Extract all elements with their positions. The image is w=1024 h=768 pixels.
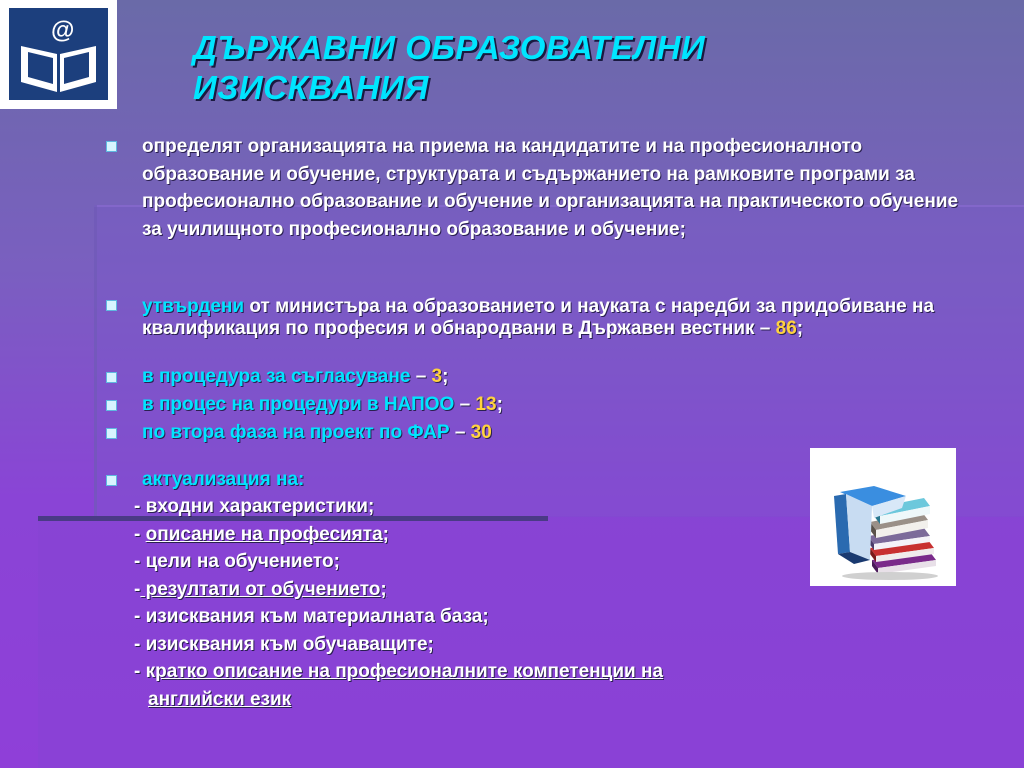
- books-stack-icon: [810, 448, 956, 586]
- bullet-text-3: в процедура за съгласуване – 3;: [142, 366, 449, 387]
- bullet-icon: [106, 141, 118, 153]
- bullet-icon: [106, 428, 118, 440]
- list-item-training-results: - резултати от обучението;: [134, 579, 387, 600]
- list-item-competences: - кратко описание на професионалните компетенции на: [134, 661, 664, 682]
- books-image: [810, 448, 956, 586]
- title-line-2: ИЗИСКВАНИЯ: [193, 69, 429, 106]
- background-line: [94, 205, 97, 516]
- title-line-1: ДЪРЖАВНИ ОБРАЗОВАТЕЛНИ: [193, 29, 706, 66]
- page-title: [193, 28, 893, 108]
- list-item-material-base: - изисквания към материалната база;: [134, 606, 489, 627]
- svg-text:@: @: [51, 17, 75, 44]
- list-item-profession-description: - описание на професията;: [134, 524, 389, 545]
- bullet-icon: [106, 372, 118, 384]
- bullet-icon: [106, 400, 118, 412]
- bullet-icon: [106, 300, 118, 312]
- list-item-competences-line2: английски език: [148, 689, 292, 710]
- bullet-icon: [106, 475, 118, 487]
- logo: [0, 0, 117, 109]
- bullet-text-1: определят организацията на приема на кандидатите и на професионалното образование и обучение, структурата и съдържанието на рамковите програми за професионално образование и обучение и организацията на практическото обучение за училищното професионално образование и обучение;: [142, 136, 959, 240]
- bullet-text-6: актуализация на:: [142, 469, 305, 490]
- open-book-at-icon: [9, 8, 108, 100]
- list-item-training-goals: - цели на обучението;: [134, 551, 340, 572]
- list-item-input-characteristics: - входни характеристики;: [134, 496, 375, 517]
- list-item-trainers: - изисквания към обучаващите;: [134, 634, 434, 655]
- bullet-text-2: утвърдени от министъра на образованието и науката с наредби за придобиване на квалификация по професия и обнародвани в Държавен вестник – 86;: [142, 296, 935, 339]
- bullet-text-4: в процес на процедури в НАПОО – 13;: [142, 394, 503, 415]
- bullet-text-5: по втора фаза на проект по ФАР – 30: [142, 422, 492, 443]
